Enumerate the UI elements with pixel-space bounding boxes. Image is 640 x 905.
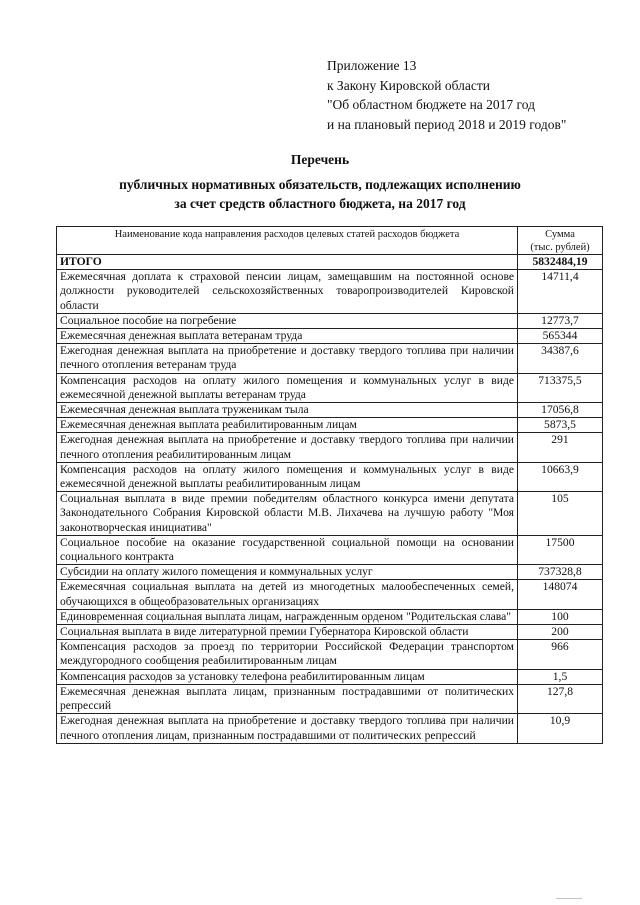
table-row xyxy=(57,669,603,684)
column-header-sum: Сумма (тыс. рублей) xyxy=(518,227,603,255)
annex-line-4: и на плановый период 2018 и 2019 годов" xyxy=(327,116,567,132)
obligation-sum: 127,8 xyxy=(518,684,603,713)
obligation-sum: 200 xyxy=(518,625,603,640)
total-row xyxy=(57,255,603,270)
obligation-name: Компенсация расходов на оплату жилого помещения и коммунальных услуг в виде ежемесячной денежной выплаты реабилитированным лицам xyxy=(57,462,518,491)
obligation-name: Единовременная социальная выплата лицам, награжденным орденом "Родительская слава" xyxy=(57,609,518,624)
annex-line-1: Приложение 13 xyxy=(327,58,417,73)
table-row xyxy=(57,625,603,640)
column-header-name: Наименование кода направления расходов целевых статей расходов бюджета xyxy=(57,227,518,255)
obligation-name: Компенсация расходов на оплату жилого помещения и коммунальных услуг в виде ежемесячной денежной выплаты ветеранам труда xyxy=(57,373,518,402)
obligation-name: Социальное пособие на погребение xyxy=(57,313,518,328)
total-label: ИТОГО xyxy=(57,255,518,270)
obligation-name: Ежемесячная денежная выплата труженикам тыла xyxy=(57,403,518,418)
obligation-name: Социальная выплата в виде премии победителям областного конкурса имени депутата Законодательного Собрания Кировской области М.В. Лихачева на лучшую работу "Моя законотворческая инициатива" xyxy=(57,492,518,536)
obligation-name: Ежегодная денежная выплата на приобретение и доставку твердого топлива при наличии печного отопления реабилитированным лицам xyxy=(57,433,518,462)
table-row xyxy=(57,373,603,402)
obligation-name: Ежемесячная денежная выплата ветеранам труда xyxy=(57,329,518,344)
obligation-sum: 5873,5 xyxy=(518,418,603,433)
total-sum: 5832484,19 xyxy=(518,255,603,270)
document-title: Перечень xyxy=(290,152,350,167)
obligation-name: Ежемесячная социальная выплата на детей из многодетных малообеспеченных семей, обучающихся в общеобразовательных организациях xyxy=(57,580,518,609)
table-row xyxy=(57,535,603,564)
obligation-name: Социальная выплата в виде литературной премии Губернатора Кировской области xyxy=(57,625,518,640)
table-row xyxy=(57,462,603,491)
page-footer-mark: ............. xyxy=(556,892,582,901)
table-body xyxy=(57,255,603,744)
obligation-name: Ежемесячная денежная выплата лицам, признанным пострадавшими от политических репрессий xyxy=(57,684,518,713)
obligation-name: Компенсация расходов за установку телефона реабилитированным лицам xyxy=(57,669,518,684)
table-row xyxy=(57,684,603,713)
obligation-sum: 100 xyxy=(518,609,603,624)
document-subtitle-line-2: за счет средств областного бюджета, на 2017 год xyxy=(174,196,466,211)
obligation-sum: 10663,9 xyxy=(518,462,603,491)
obligation-sum: 148074 xyxy=(518,580,603,609)
annex-line-2: к Закону Кировской области xyxy=(327,77,491,93)
table-row xyxy=(57,313,603,328)
annex-line-3: "Об областном бюджете на 2017 год xyxy=(327,97,535,112)
table-row xyxy=(57,640,603,669)
obligation-sum: 737328,8 xyxy=(518,565,603,580)
obligation-sum: 14711,4 xyxy=(518,270,603,314)
document-subtitle-line-1: публичных нормативных обязательств, подлежащих исполнению xyxy=(119,177,521,192)
obligation-sum: 17500 xyxy=(518,535,603,564)
table-row xyxy=(57,270,603,314)
table-row xyxy=(57,329,603,344)
table-row xyxy=(57,433,603,462)
table-row xyxy=(57,565,603,580)
obligation-sum: 17056,8 xyxy=(518,403,603,418)
obligation-name: Ежемесячная доплата к страховой пенсии лицам, замещавшим на постоянной основе должности руководителей сельскохозяйственных товаропроизводителей Кировской области xyxy=(57,270,518,314)
obligation-sum: 291 xyxy=(518,433,603,462)
obligation-sum: 565344 xyxy=(518,329,603,344)
obligation-sum: 1,5 xyxy=(518,669,603,684)
table-row xyxy=(57,609,603,624)
annex-reference xyxy=(327,56,566,134)
obligation-sum: 12773,7 xyxy=(518,313,603,328)
obligation-name: Компенсация расходов за проезд по территории Российской Федерации транспортом междугородного сообщения реабилитированным лицам xyxy=(57,640,518,669)
obligation-name: Социальное пособие на оказание государственной социальной помощи на основании социального контракта xyxy=(57,535,518,564)
table-row xyxy=(57,714,603,743)
obligation-sum: 105 xyxy=(518,492,603,536)
obligation-name: Ежегодная денежная выплата на приобретение и доставку твердого топлива при наличии печного отопления лицам, признанным пострадавшими от политических репрессий xyxy=(57,714,518,743)
table-row xyxy=(57,403,603,418)
obligation-name: Субсидии на оплату жилого помещения и коммунальных услуг xyxy=(57,565,518,580)
obligation-name: Ежегодная денежная выплата на приобретение и доставку твердого топлива при наличии печного отопления ветеранам труда xyxy=(57,344,518,373)
obligation-sum: 34387,6 xyxy=(518,344,603,373)
obligation-name: Ежемесячная денежная выплата реабилитированным лицам xyxy=(57,418,518,433)
table-row xyxy=(57,580,603,609)
table-header-row xyxy=(57,227,603,255)
table-row xyxy=(57,492,603,536)
table-row xyxy=(57,418,603,433)
obligation-sum: 966 xyxy=(518,640,603,669)
obligation-sum: 713375,5 xyxy=(518,373,603,402)
obligation-sum: 10,9 xyxy=(518,714,603,743)
obligations-table xyxy=(56,226,603,744)
table-row xyxy=(57,344,603,373)
